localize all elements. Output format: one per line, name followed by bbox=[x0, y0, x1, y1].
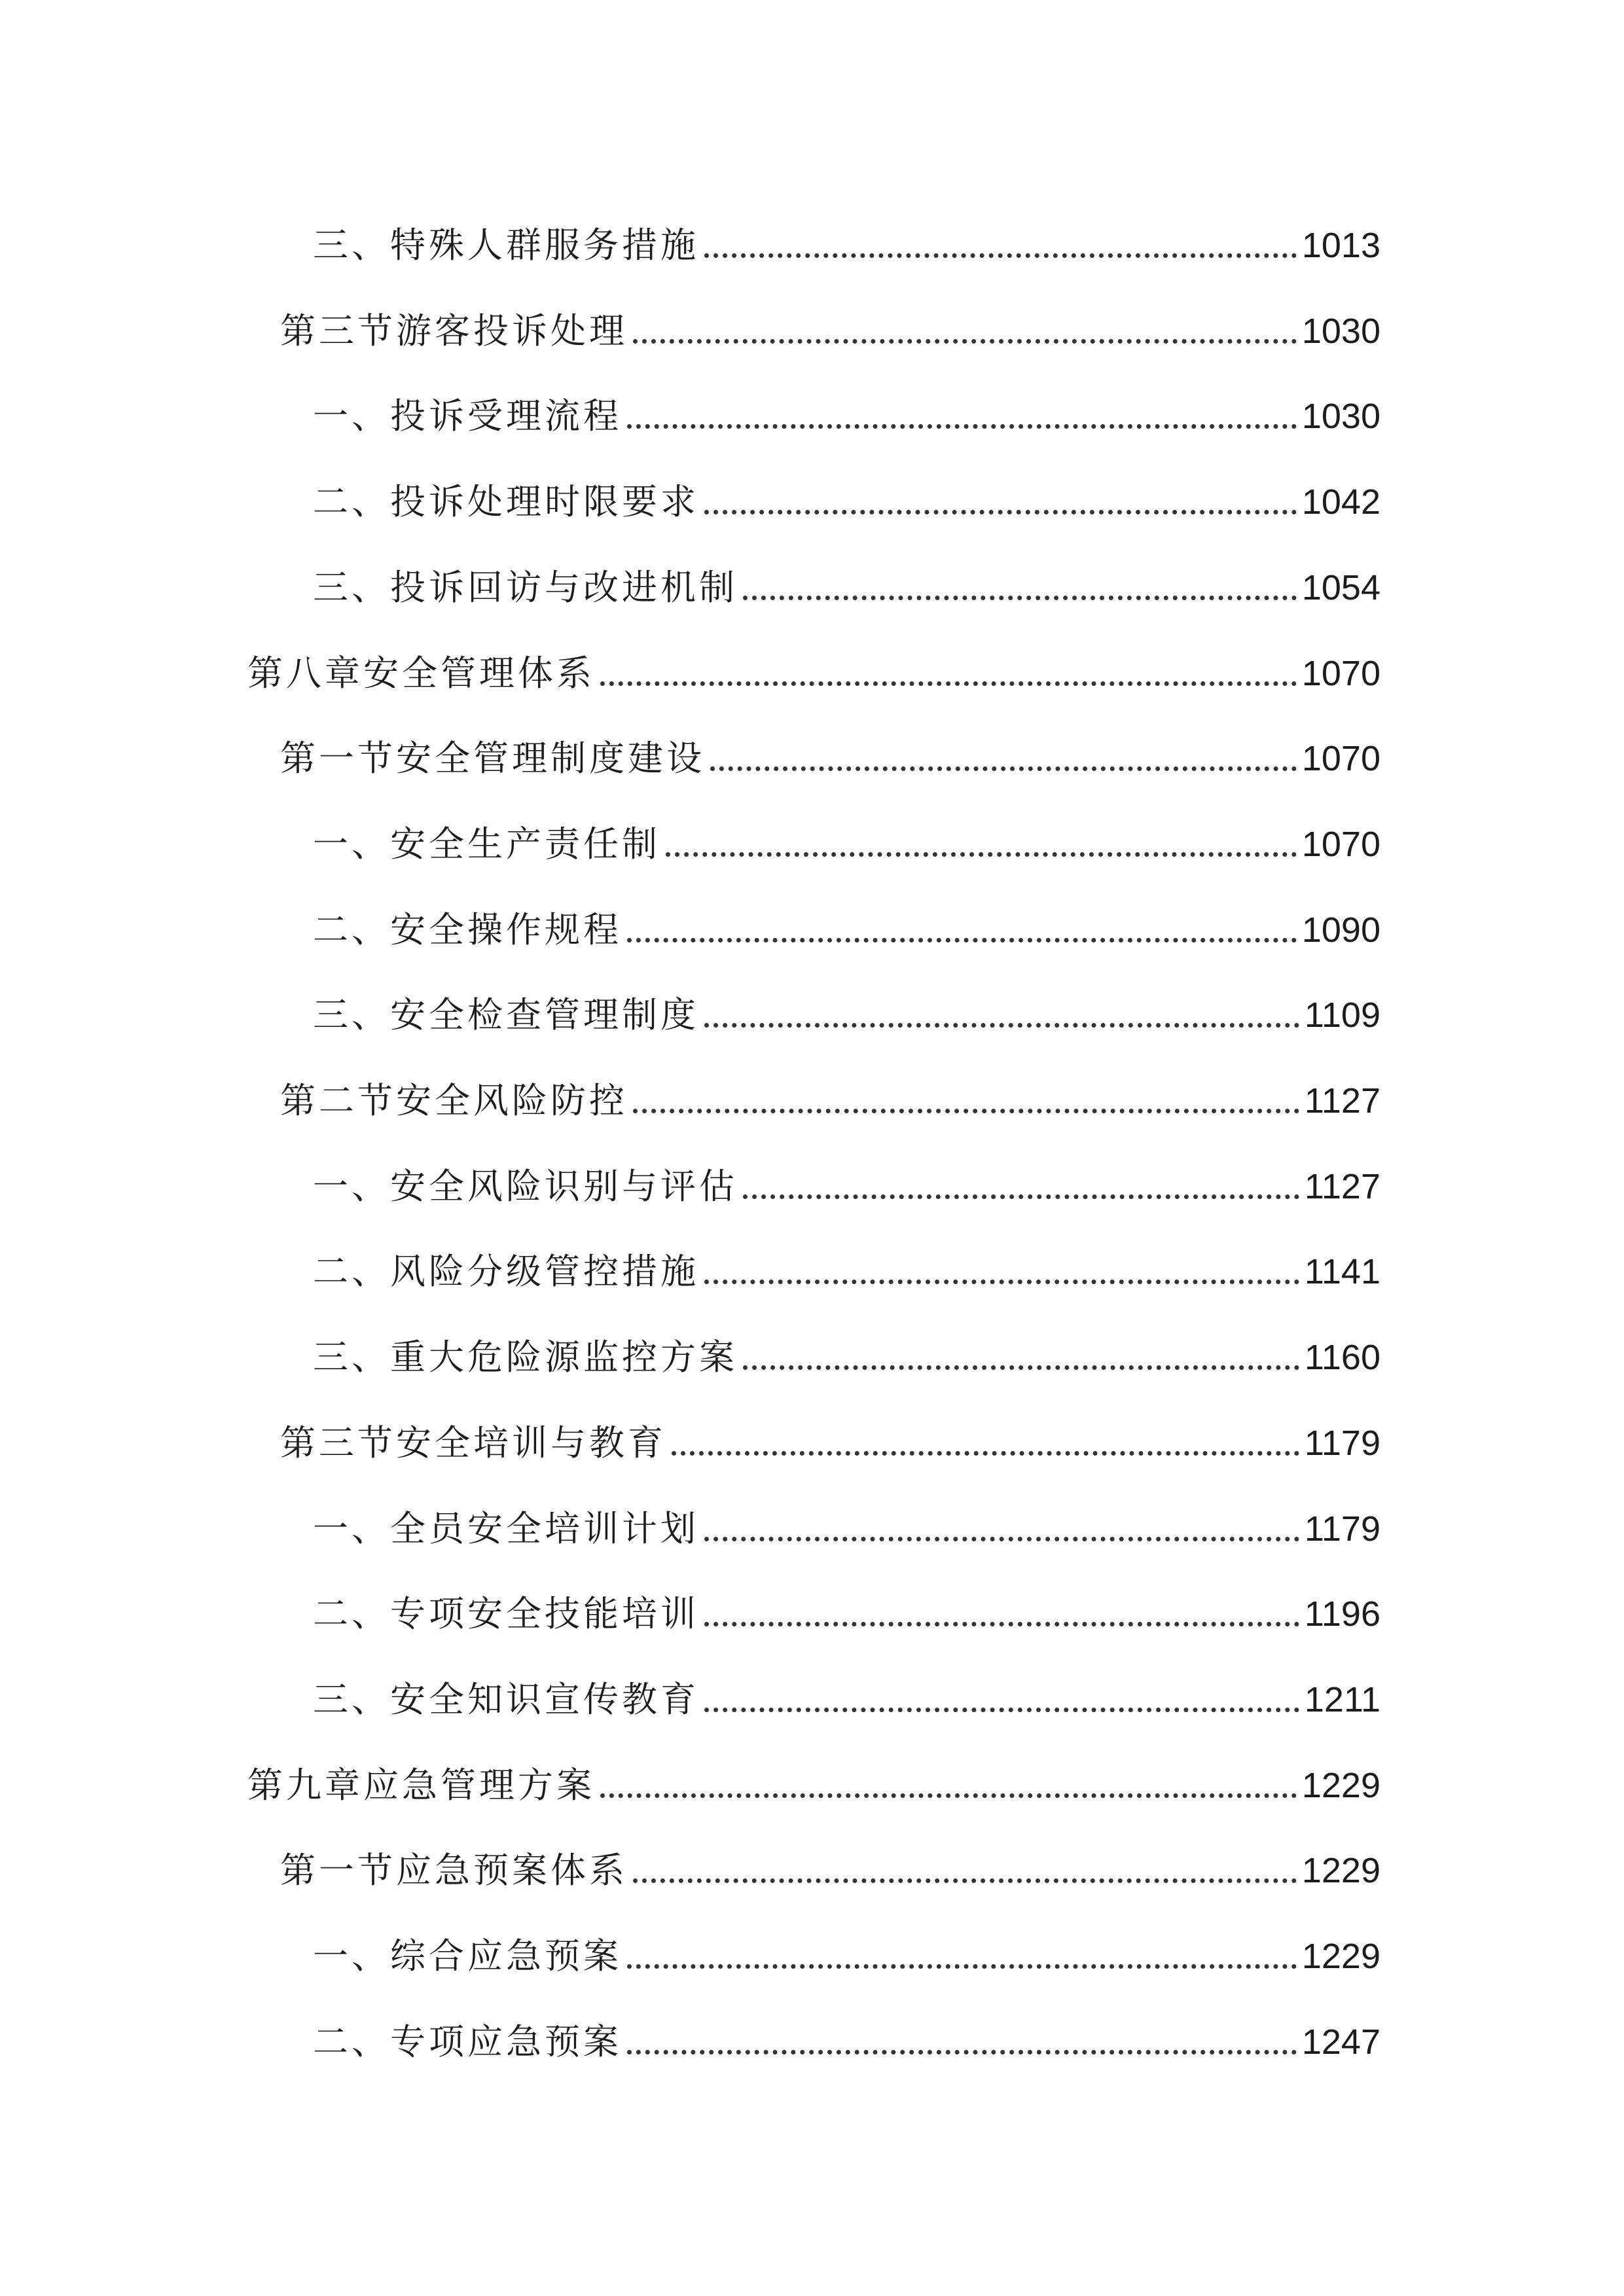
toc-dot-leader bbox=[633, 1109, 1299, 1113]
toc-entry[interactable] bbox=[313, 379, 1380, 438]
toc-entry[interactable] bbox=[313, 978, 1380, 1037]
toc-entry-page-number: 1229 bbox=[1301, 1766, 1380, 1805]
toc-dot-leader bbox=[672, 1451, 1299, 1456]
toc-entry-title: 三、重大危险源监控方案 bbox=[313, 1336, 738, 1378]
toc-entry-title: 第三节安全培训与教育 bbox=[280, 1422, 666, 1463]
toc-entry-page-number: 1070 bbox=[1301, 739, 1380, 778]
toc-dot-leader bbox=[704, 253, 1297, 258]
toc-dot-leader bbox=[743, 596, 1297, 600]
toc-entry-title: 第三节游客投诉处理 bbox=[280, 310, 628, 351]
toc-dot-leader bbox=[704, 510, 1297, 514]
toc-entry-page-number: 1160 bbox=[1304, 1338, 1380, 1377]
toc-entry-title: 二、专项安全技能培训 bbox=[313, 1593, 699, 1634]
toc-entry-title: 三、特殊人群服务措施 bbox=[313, 224, 699, 266]
toc-entry-title: 第八章安全管理体系 bbox=[247, 653, 595, 694]
toc-dot-leader bbox=[743, 1365, 1299, 1370]
toc-entry-page-number: 1070 bbox=[1301, 654, 1380, 693]
toc-entry-title: 二、风险分级管控措施 bbox=[313, 1251, 699, 1292]
toc-entry-page-number: 1109 bbox=[1304, 996, 1380, 1035]
toc-entry-title: 一、安全风险识别与评估 bbox=[313, 1166, 738, 1207]
toc-entry[interactable] bbox=[313, 1320, 1380, 1379]
toc-dot-leader bbox=[710, 766, 1297, 771]
toc-dot-leader bbox=[743, 1194, 1299, 1199]
toc-entry[interactable] bbox=[313, 1919, 1380, 1978]
toc-entry-title: 二、投诉处理时限要求 bbox=[313, 481, 699, 522]
toc-entry-page-number: 1179 bbox=[1304, 1424, 1380, 1463]
toc-entry-page-number: 1211 bbox=[1304, 1680, 1380, 1719]
toc-entry-page-number: 1229 bbox=[1301, 1851, 1380, 1890]
toc-entry-page-number: 1229 bbox=[1301, 1937, 1380, 1976]
toc-entry-page-number: 1030 bbox=[1301, 397, 1380, 436]
toc-dot-leader bbox=[666, 852, 1297, 857]
toc-entry[interactable] bbox=[313, 1149, 1380, 1208]
toc-entry-title: 第一节安全管理制度建设 bbox=[280, 738, 705, 779]
toc-entry[interactable] bbox=[313, 465, 1380, 524]
toc-entry-page-number: 1070 bbox=[1301, 825, 1380, 864]
toc-entry[interactable] bbox=[280, 1064, 1380, 1122]
toc-entry-title: 第九章应急管理方案 bbox=[247, 1765, 595, 1806]
toc-entry-page-number: 1247 bbox=[1301, 2022, 1380, 2062]
toc-entry[interactable] bbox=[280, 1833, 1380, 1892]
toc-entry-page-number: 1013 bbox=[1301, 226, 1380, 265]
toc-entry[interactable] bbox=[280, 294, 1380, 353]
toc-dot-leader bbox=[627, 1964, 1297, 1969]
toc-entry-title: 一、全员安全培训计划 bbox=[313, 1508, 699, 1549]
toc-dot-leader bbox=[600, 1793, 1297, 1798]
toc-dot-leader bbox=[704, 1537, 1299, 1541]
toc-entry[interactable] bbox=[313, 807, 1380, 866]
toc-entry-title: 第二节安全风险防控 bbox=[280, 1080, 628, 1121]
toc-entry-title: 三、投诉回访与改进机制 bbox=[313, 567, 738, 608]
toc-dot-leader bbox=[600, 681, 1297, 686]
toc-entry-page-number: 1090 bbox=[1301, 910, 1380, 950]
toc-entry[interactable] bbox=[313, 1662, 1380, 1721]
toc-entry[interactable] bbox=[313, 1234, 1380, 1293]
toc-entry[interactable] bbox=[313, 893, 1380, 952]
toc-dot-leader bbox=[627, 2050, 1297, 2054]
toc-entry-page-number: 1179 bbox=[1304, 1509, 1380, 1549]
toc-entry-title: 一、安全生产责任制 bbox=[313, 823, 660, 865]
toc-entry-title: 一、综合应急预案 bbox=[313, 1935, 622, 1977]
toc-entry[interactable] bbox=[247, 636, 1380, 695]
toc-entry-page-number: 1054 bbox=[1301, 568, 1380, 607]
toc-dot-leader bbox=[633, 339, 1297, 344]
toc-dot-leader bbox=[633, 1878, 1297, 1883]
toc-entry-page-number: 1030 bbox=[1301, 312, 1380, 351]
toc-dot-leader bbox=[627, 938, 1297, 942]
toc-entry-title: 三、安全检查管理制度 bbox=[313, 994, 699, 1035]
toc-entry-page-number: 1042 bbox=[1301, 482, 1380, 522]
toc-entry-title: 第一节应急预案体系 bbox=[280, 1850, 628, 1891]
toc-dot-leader bbox=[704, 1023, 1299, 1028]
toc-entry-title: 二、安全操作规程 bbox=[313, 909, 622, 950]
toc-entry-page-number: 1141 bbox=[1304, 1252, 1380, 1291]
toc-entry-title: 二、专项应急预案 bbox=[313, 2021, 622, 2062]
toc-dot-leader bbox=[704, 1280, 1299, 1284]
toc-entry[interactable] bbox=[313, 1577, 1380, 1636]
toc-entry-title: 一、投诉受理流程 bbox=[313, 395, 622, 437]
toc-entry[interactable] bbox=[280, 1406, 1380, 1465]
toc-entry-page-number: 1196 bbox=[1304, 1594, 1380, 1634]
toc-entry-page-number: 1127 bbox=[1304, 1081, 1380, 1121]
toc-entry[interactable] bbox=[313, 208, 1380, 267]
toc-entry[interactable] bbox=[280, 721, 1380, 780]
toc-dot-leader bbox=[627, 424, 1297, 429]
toc-dot-leader bbox=[704, 1708, 1299, 1712]
toc-entry[interactable] bbox=[247, 1748, 1380, 1807]
toc-entry[interactable] bbox=[313, 550, 1380, 609]
toc-entry-title: 三、安全知识宣传教育 bbox=[313, 1679, 699, 1720]
toc-dot-leader bbox=[704, 1622, 1299, 1626]
toc-entry-page-number: 1127 bbox=[1304, 1167, 1380, 1206]
toc-entry[interactable] bbox=[313, 2005, 1380, 2064]
toc-entry[interactable] bbox=[313, 1492, 1380, 1551]
